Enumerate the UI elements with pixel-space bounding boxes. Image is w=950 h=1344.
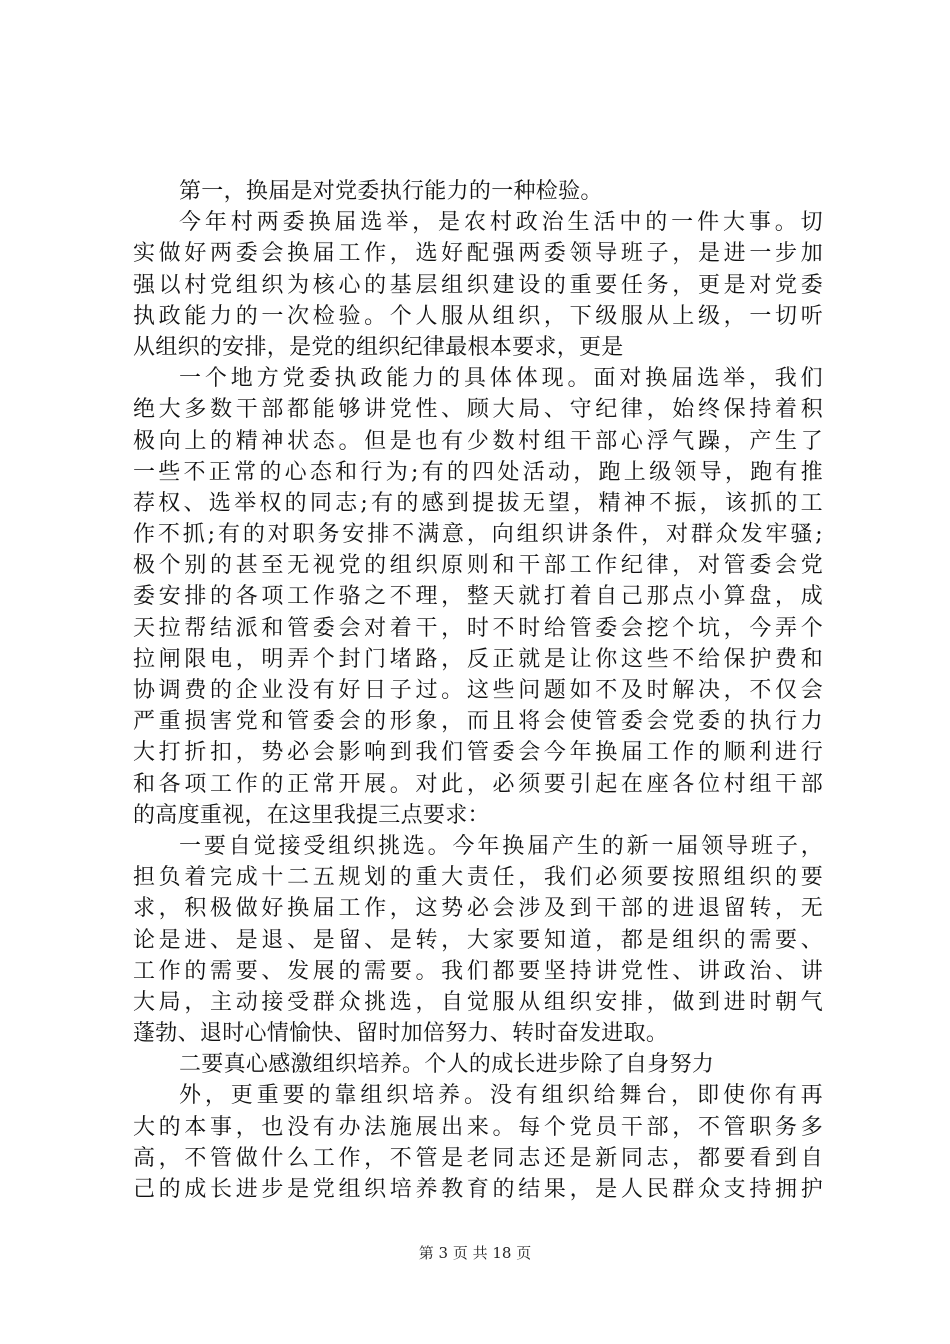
text-line: 高，不管做什么工作，不管是老同志还是新同志，都要看到自 [133, 1145, 823, 1171]
text-line: 第一，换届是对党委执行能力的一种检验。 [179, 179, 603, 204]
text-line: 作不抓;有的对职务安排不满意，向组织讲条件，对群众发牢骚; [133, 522, 823, 548]
text-line: 大打折扣，势必会影响到我们管委会今年换届工作的顺利进行 [133, 740, 823, 766]
page-footer: 第 3 页 共 18 页 [418, 1244, 532, 1262]
text-line: 强以村党组织为核心的基层组织建设的重要任务，更是对党委 [133, 272, 823, 298]
text-line: 的高度重视，在这里我提三点要求： [133, 802, 490, 828]
text-line: 荐权、选举权的同志;有的感到提拔无望，精神不振，该抓的工 [133, 490, 823, 516]
text-line: 一些不正常的心态和行为;有的四处活动，跑上级领导，跑有推 [133, 459, 823, 485]
text-line: 今年村两委换届选举，是农村政治生活中的一件大事。切 [179, 210, 823, 236]
document-body [133, 176, 823, 1205]
text-line: 论是进、是退、是留、是转，大家要知道，都是组织的需要、 [133, 927, 823, 953]
text-line: 严重损害党和管委会的形象，而且将会使管委会党委的执行力 [133, 709, 823, 735]
text-line: 委安排的各项工作骆之不理，整天就打着自己那点小算盘，成 [133, 584, 823, 610]
text-line: 极向上的精神状态。但是也有少数村组干部心浮气躁，产生了 [133, 428, 823, 454]
text-line: 协调费的企业没有好日子过。这些问题如不及时解决，不仅会 [133, 678, 823, 703]
text-line: 大的本事，也没有办法施展出来。每个党员干部，不管职务多 [133, 1114, 823, 1140]
text-line: 大局，主动接受群众挑选，自觉服从组织安排，做到进时朝气 [133, 989, 823, 1015]
text-line: 一个地方党委执政能力的具体体现。面对换届选举，我们 [179, 366, 823, 392]
text-line: 从组织的安排，是党的组织纪律最根本要求，更是 [133, 334, 624, 360]
text-line: 执政能力的一次检验。个人服从组织，下级服从上级，一切听 [133, 303, 823, 329]
text-line: 实做好两委会换届工作，选好配强两委领导班子，是进一步加 [133, 241, 823, 267]
text-line: 绝大多数干部都能够讲党性、顾大局、守纪律，始终保持着积 [133, 397, 823, 423]
text-line: 一要自觉接受组织挑选。今年换届产生的新一届领导班子， [179, 833, 823, 859]
text-line: 己的成长进步是党组织培养教育的结果，是人民群众支持拥护 [133, 1177, 823, 1202]
text-line: 天拉帮结派和管委会对着干，时不时给管委会挖个坑，今弄个 [133, 615, 823, 641]
text-line: 拉闸限电，明弄个封门堵路，反正就是让你这些不给保护费和 [133, 646, 823, 672]
text-line: 外，更重要的靠组织培养。没有组织给舞台，即使你有再 [179, 1083, 823, 1109]
text-line: 求，积极做好换届工作，这势必会涉及到干部的进退留转，无 [133, 896, 823, 922]
text-line: 工作的需要、发展的需要。我们都要坚持讲党性、讲政治、讲 [133, 958, 823, 984]
text-line: 担负着完成十二五规划的重大责任，我们必须要按照组织的要 [133, 865, 823, 891]
text-line: 和各项工作的正常开展。对此，必须要引起在座各位村组干部 [133, 771, 823, 797]
text-line: 极个别的甚至无视党的组织原则和干部工作纪律，对管委会党 [133, 553, 823, 579]
text-line: 蓬勃、退时心情愉快、留时加倍努力、转时奋发进取。 [133, 1021, 669, 1047]
text-line: 二要真心感激组织培养。个人的成长进步除了自身努力 [179, 1052, 715, 1078]
